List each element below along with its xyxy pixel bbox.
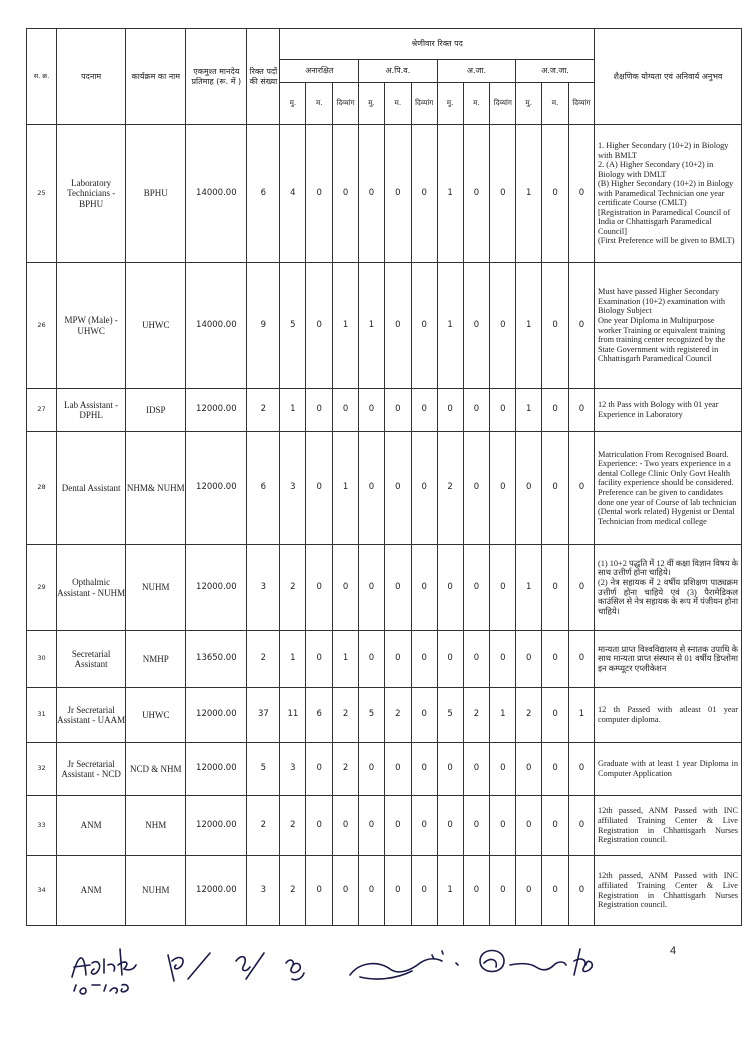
programme-cell: NUHM — [126, 545, 186, 631]
group-sc: अ.जा. — [437, 60, 516, 83]
category-count-cell: 5 — [359, 688, 385, 743]
vacant-count-cell: 6 — [247, 432, 280, 545]
category-count-cell: 0 — [411, 796, 437, 856]
page-number: 4 — [670, 945, 677, 957]
category-count-cell: 0 — [437, 796, 463, 856]
honorarium-cell: 12000.00 — [186, 688, 247, 743]
category-count-cell: 0 — [384, 263, 411, 389]
serial-number-cell: 26 — [27, 263, 57, 389]
group-st: अ.ज.जा. — [516, 60, 595, 83]
category-count-cell: 0 — [384, 432, 411, 545]
qualification-cell — [594, 432, 741, 545]
serial-number-cell: 31 — [27, 688, 57, 743]
handwritten-signatures — [60, 935, 600, 1005]
category-count-cell: 0 — [384, 796, 411, 856]
category-count-cell: 0 — [437, 545, 463, 631]
honorarium-cell: 12000.00 — [186, 743, 247, 796]
category-count-cell: 0 — [463, 125, 490, 263]
vacant-count-cell: 3 — [247, 856, 280, 926]
category-count-cell: 0 — [490, 856, 516, 926]
post-name-cell: Laboratory Technicians - BPHU — [57, 125, 126, 263]
table-row — [27, 743, 742, 796]
honorarium-cell: 12000.00 — [186, 856, 247, 926]
honorarium-cell: 12000.00 — [186, 796, 247, 856]
category-count-cell: 5 — [437, 688, 463, 743]
category-count-cell: 0 — [569, 125, 595, 263]
qualification-cell — [594, 125, 741, 263]
vacant-count-cell: 6 — [247, 125, 280, 263]
category-count-cell: 0 — [359, 856, 385, 926]
sub-general: मु. — [359, 83, 385, 125]
post-name-cell: Secretarial Assistant — [57, 631, 126, 688]
category-count-cell: 1 — [437, 125, 463, 263]
category-count-cell: 0 — [437, 743, 463, 796]
category-count-cell: 0 — [306, 389, 333, 432]
programme-cell: NHM — [126, 796, 186, 856]
programme-cell: BPHU — [126, 125, 186, 263]
qualification-line: One year Diploma in Multipurpose worker Training or equivalent training from training center recognized by the State Government with registered in Chhattisgarh Paramedical Council — [597, 315, 726, 364]
vacant-count-cell: 2 — [247, 631, 280, 688]
category-count-cell: 0 — [306, 856, 333, 926]
sub-disabled: दिव्यांग — [569, 83, 595, 125]
programme-cell: NMHP — [126, 631, 186, 688]
category-count-cell: 1 — [437, 856, 463, 926]
category-count-cell: 2 — [333, 743, 359, 796]
category-count-cell: 0 — [542, 743, 569, 796]
category-count-cell: 0 — [569, 856, 595, 926]
post-name-cell: Jr Secretarial Assistant - NCD — [57, 743, 126, 796]
group-unreserved: अनारक्षित — [280, 60, 359, 83]
category-count-cell: 0 — [490, 631, 516, 688]
vacant-count-cell: 3 — [247, 545, 280, 631]
qualification-line: 2. (A) Higher Secondary (10+2) in Biology with DMLT — [597, 160, 714, 179]
qualification-cell — [594, 263, 741, 389]
table-row — [27, 796, 742, 856]
category-count-cell: 0 — [306, 125, 333, 263]
category-count-cell: 0 — [490, 796, 516, 856]
serial-number-cell: 34 — [27, 856, 57, 926]
category-count-cell: 0 — [490, 389, 516, 432]
table-row — [27, 389, 742, 432]
programme-cell: NCD & NHM — [126, 743, 186, 796]
honorarium-cell: 12000.00 — [186, 432, 247, 545]
vacant-count-cell: 2 — [247, 796, 280, 856]
category-count-cell: 0 — [359, 545, 385, 631]
honorarium-cell: 12000.00 — [186, 545, 247, 631]
category-count-cell: 0 — [463, 263, 490, 389]
category-count-cell: 0 — [542, 688, 569, 743]
category-count-cell: 1 — [280, 389, 306, 432]
header-qualification: शैक्षणिक योग्यता एवं अनिवार्य अनुभव — [594, 29, 741, 125]
category-count-cell: 0 — [542, 263, 569, 389]
qualification-line: 12 th Passed with atleast 01 year computer diploma. — [597, 705, 738, 724]
programme-cell: IDSP — [126, 389, 186, 432]
category-count-cell: 1 — [516, 545, 542, 631]
category-count-cell: 0 — [463, 631, 490, 688]
qualification-line: 12th passed, ANM Passed with INC affiliated Training Center & Live Registration in Chhattisgarh Nurses Registration council. — [597, 871, 738, 910]
qualification-cell — [594, 631, 741, 688]
category-count-cell: 0 — [569, 432, 595, 545]
category-count-cell: 0 — [569, 631, 595, 688]
category-count-cell: 0 — [463, 796, 490, 856]
qualification-line: Must have passed Higher Secondary Examination (10+2) examination with Biology Subject — [597, 287, 725, 316]
category-count-cell: 2 — [437, 432, 463, 545]
category-count-cell: 0 — [490, 743, 516, 796]
category-count-cell: 0 — [490, 545, 516, 631]
category-count-cell: 2 — [280, 796, 306, 856]
post-name-cell: Lab Assistant -DPHL — [57, 389, 126, 432]
category-count-cell: 1 — [280, 631, 306, 688]
vacant-count-cell: 9 — [247, 263, 280, 389]
category-count-cell: 0 — [384, 389, 411, 432]
category-count-cell: 0 — [411, 856, 437, 926]
programme-cell: NHM& NUHM — [126, 432, 186, 545]
sub-disabled: दिव्यांग — [490, 83, 516, 125]
category-count-cell: 0 — [569, 796, 595, 856]
programme-cell: NUHM — [126, 856, 186, 926]
category-count-cell: 0 — [463, 856, 490, 926]
qualification-cell — [594, 856, 741, 926]
vacant-count-cell: 2 — [247, 389, 280, 432]
category-count-cell: 0 — [384, 743, 411, 796]
category-count-cell: 0 — [516, 856, 542, 926]
post-name-cell: Opthalmic Assistant - NUHM — [57, 545, 126, 631]
category-count-cell: 0 — [359, 125, 385, 263]
serial-number-cell: 29 — [27, 545, 57, 631]
table-body — [27, 125, 742, 926]
category-count-cell: 3 — [280, 743, 306, 796]
sub-general: मु. — [516, 83, 542, 125]
signatures — [60, 935, 600, 1009]
table-row — [27, 432, 742, 545]
qualification-line: Experience: - Two years experience in a dental College Clinic Only Govt Health facility experience should be considered. Preference can be given to candidates done one year of Course of lab technician (Dental work related) Hygenist or Dental Technician from medical college — [597, 459, 737, 526]
honorarium-cell: 13650.00 — [186, 631, 247, 688]
category-count-cell: 0 — [333, 545, 359, 631]
category-count-cell: 0 — [306, 432, 333, 545]
qualification-line: 12 th Pass with Bology with 01 year Experience in Laboratory — [597, 400, 719, 419]
category-count-cell: 2 — [333, 688, 359, 743]
category-count-cell: 0 — [306, 545, 333, 631]
category-count-cell: 0 — [569, 263, 595, 389]
qualification-cell — [594, 389, 741, 432]
qualification-cell — [594, 545, 741, 631]
post-name-cell: ANM — [57, 856, 126, 926]
category-count-cell: 0 — [384, 631, 411, 688]
table-row — [27, 263, 742, 389]
category-count-cell: 1 — [516, 125, 542, 263]
category-count-cell: 0 — [437, 389, 463, 432]
category-count-cell: 0 — [542, 432, 569, 545]
category-count-cell: 1 — [569, 688, 595, 743]
category-count-cell: 0 — [569, 545, 595, 631]
vacant-count-cell: 5 — [247, 743, 280, 796]
category-count-cell: 0 — [542, 631, 569, 688]
category-count-cell: 6 — [306, 688, 333, 743]
sub-disabled: दिव्यांग — [333, 83, 359, 125]
category-count-cell: 0 — [333, 856, 359, 926]
category-count-cell: 0 — [306, 631, 333, 688]
category-count-cell: 0 — [411, 631, 437, 688]
serial-number-cell: 27 — [27, 389, 57, 432]
qualification-cell — [594, 688, 741, 743]
serial-number-cell: 32 — [27, 743, 57, 796]
category-count-cell: 0 — [542, 125, 569, 263]
serial-number-cell: 28 — [27, 432, 57, 545]
category-count-cell: 0 — [411, 545, 437, 631]
category-count-cell: 0 — [411, 432, 437, 545]
category-count-cell: 0 — [359, 796, 385, 856]
sub-women: म. — [463, 83, 490, 125]
header-post-name: पदनाम — [57, 29, 126, 125]
category-count-cell: 1 — [359, 263, 385, 389]
table-row — [27, 631, 742, 688]
category-count-cell: 0 — [306, 743, 333, 796]
post-name-cell: ANM — [57, 796, 126, 856]
category-count-cell: 0 — [490, 263, 516, 389]
vacancy-table — [26, 28, 742, 926]
category-count-cell: 0 — [542, 856, 569, 926]
header-programme: कार्यक्रम का नाम — [126, 29, 186, 125]
sub-general: मु. — [280, 83, 306, 125]
qualification-line: (First Preference will be given to BMLT) — [597, 236, 735, 246]
sub-women: म. — [542, 83, 569, 125]
group-obc: अ.पि.व. — [359, 60, 438, 83]
category-count-cell: 0 — [384, 545, 411, 631]
honorarium-cell: 14000.00 — [186, 125, 247, 263]
category-count-cell: 2 — [516, 688, 542, 743]
category-count-cell: 0 — [306, 796, 333, 856]
category-count-cell: 0 — [542, 389, 569, 432]
category-count-cell: 2 — [280, 856, 306, 926]
qualification-line: (B) Higher Secondary (10+2) in Biology with Paramedical Technician one year certificate Course (CMLT) — [597, 179, 734, 208]
category-count-cell: 1 — [437, 263, 463, 389]
header-category: श्रेणीवार रिक्त पद — [280, 29, 595, 60]
category-count-cell: 0 — [359, 432, 385, 545]
category-count-cell: 1 — [516, 389, 542, 432]
category-count-cell: 1 — [516, 263, 542, 389]
header-honorarium: एकमुश्त मानदेय प्रतिमाह (रू. में ) — [186, 29, 247, 125]
category-count-cell: 0 — [516, 432, 542, 545]
category-count-cell: 0 — [542, 796, 569, 856]
category-count-cell: 0 — [490, 432, 516, 545]
vacant-count-cell: 37 — [247, 688, 280, 743]
category-count-cell: 0 — [411, 743, 437, 796]
category-count-cell: 0 — [569, 389, 595, 432]
table-row — [27, 545, 742, 631]
honorarium-cell: 12000.00 — [186, 389, 247, 432]
category-count-cell: 0 — [333, 389, 359, 432]
qualification-line: (2) नेत्र सहायक में 2 वर्षीय प्रशिक्षण पाठ्यक्रम उत्तीर्ण होना चाहिये एवं (3) पैरामेडिकल काउंसिल से नेत्र सहायक के रूप में पंजीयन होना चाहिये। — [597, 577, 738, 616]
serial-number-cell: 30 — [27, 631, 57, 688]
qualification-line: Graduate with at least 1 year Diploma in Computer Application — [597, 759, 738, 778]
qualification-line: 1. Higher Secondary (10+2) in Biology with BMLT — [597, 141, 729, 160]
category-count-cell: 1 — [333, 432, 359, 545]
programme-cell: UHWC — [126, 688, 186, 743]
category-count-cell: 0 — [359, 389, 385, 432]
category-count-cell: 0 — [516, 796, 542, 856]
category-count-cell: 0 — [333, 125, 359, 263]
category-count-cell: 0 — [463, 743, 490, 796]
category-count-cell: 0 — [384, 856, 411, 926]
category-count-cell: 0 — [359, 743, 385, 796]
category-count-cell: 5 — [280, 263, 306, 389]
qualification-line: Matriculation From Recognised Board. — [597, 449, 729, 459]
qualification-cell — [594, 796, 741, 856]
category-count-cell: 0 — [411, 389, 437, 432]
category-count-cell: 2 — [463, 688, 490, 743]
category-count-cell: 0 — [333, 796, 359, 856]
category-count-cell: 2 — [384, 688, 411, 743]
category-count-cell: 0 — [463, 545, 490, 631]
category-count-cell: 3 — [280, 432, 306, 545]
category-count-cell: 0 — [490, 125, 516, 263]
header-sn: स. क्र. — [27, 29, 57, 125]
qualification-cell — [594, 743, 741, 796]
qualification-line: 12th passed, ANM Passed with INC affiliated Training Center & Live Registration in Chhattisgarh Nurses Registration council. — [597, 806, 738, 845]
sub-women: म. — [306, 83, 333, 125]
category-count-cell: 1 — [333, 263, 359, 389]
post-name-cell: Dental Assistant — [57, 432, 126, 545]
category-count-cell: 0 — [516, 631, 542, 688]
table-row — [27, 856, 742, 926]
programme-cell: UHWC — [126, 263, 186, 389]
category-count-cell: 0 — [359, 631, 385, 688]
category-count-cell: 0 — [437, 631, 463, 688]
category-count-cell: 0 — [463, 432, 490, 545]
serial-number-cell: 25 — [27, 125, 57, 263]
qualification-line: (1) 10+2 पद्धति में 12 वीं कक्षा विज्ञान विषय के साथ उत्तीर्ण होना चाहिये। — [597, 558, 738, 578]
header-vacant: रिक्त पदों की संख्या — [247, 29, 280, 125]
category-count-cell: 0 — [411, 688, 437, 743]
sub-women: म. — [384, 83, 411, 125]
category-count-cell: 4 — [280, 125, 306, 263]
serial-number-cell: 33 — [27, 796, 57, 856]
category-count-cell: 0 — [411, 125, 437, 263]
category-count-cell: 0 — [569, 743, 595, 796]
honorarium-cell: 14000.00 — [186, 263, 247, 389]
category-count-cell: 0 — [542, 545, 569, 631]
category-count-cell: 0 — [384, 125, 411, 263]
table-row — [27, 688, 742, 743]
category-count-cell: 11 — [280, 688, 306, 743]
qualification-line: मान्यता प्राप्त विश्वविद्यालय से स्नातक उपाधि के साथ मान्यता प्राप्त संस्थान से 01 वर्षीय डिप्लोमा इन कम्प्यूटर एप्लीकेशन — [597, 644, 738, 673]
category-count-cell: 0 — [516, 743, 542, 796]
post-name-cell: MPW (Male) - UHWC — [57, 263, 126, 389]
table-row — [27, 125, 742, 263]
qualification-line: [Registration in Paramedical Council of India or Chhattisgarh Paramedical Council] — [597, 207, 731, 236]
post-name-cell: Jr Secretarial Assistant - UAAM — [57, 688, 126, 743]
sub-disabled: दिव्यांग — [411, 83, 437, 125]
sub-general: मु. — [437, 83, 463, 125]
category-count-cell: 2 — [280, 545, 306, 631]
category-count-cell: 0 — [463, 389, 490, 432]
category-count-cell: 0 — [411, 263, 437, 389]
category-count-cell: 1 — [490, 688, 516, 743]
category-count-cell: 1 — [333, 631, 359, 688]
category-count-cell: 0 — [306, 263, 333, 389]
